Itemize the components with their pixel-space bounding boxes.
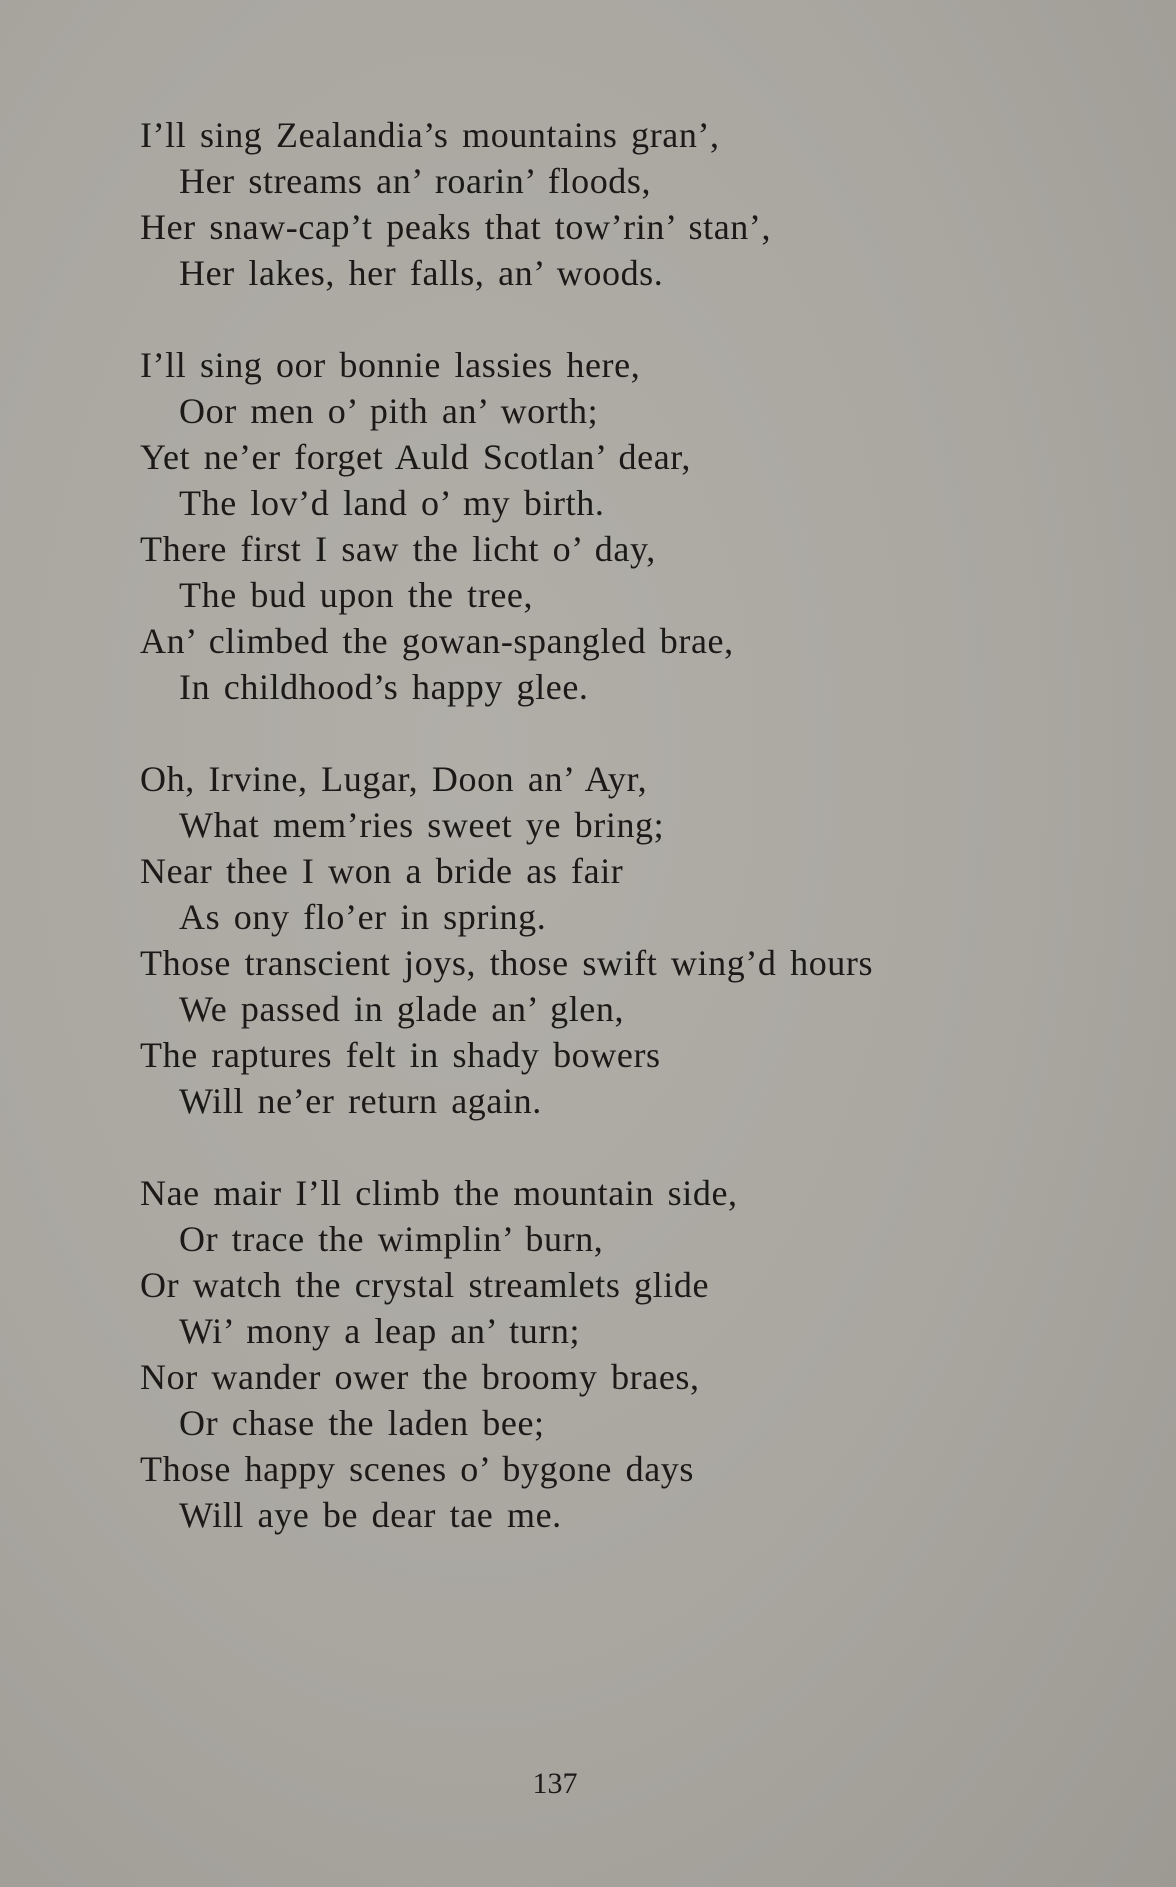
stanza-break xyxy=(140,296,1040,342)
poem-body xyxy=(140,112,1040,1538)
poem-line: The raptures felt in shady bowers xyxy=(140,1035,661,1075)
stanza-3 xyxy=(140,756,1040,1124)
poem-line: Her streams an’ roarin’ floods, xyxy=(179,161,652,201)
page-number: 137 xyxy=(532,1767,578,1800)
poem-line: The lov’d land o’ my birth. xyxy=(179,483,605,523)
poem-line: Nor wander ower the broomy braes, xyxy=(140,1357,700,1397)
poem-line: Or trace the wimplin’ burn, xyxy=(179,1219,604,1259)
poem-line: Will ne’er return again. xyxy=(179,1081,542,1121)
poem-line: Those transcient joys, those swift wing’d hours xyxy=(140,943,874,983)
poem-line: Or chase the laden bee; xyxy=(179,1403,545,1443)
poem-line: We passed in glade an’ glen, xyxy=(179,989,625,1029)
poem-line: An’ climbed the gowan-spangled brae, xyxy=(140,621,734,661)
poem-line: Her snaw-cap’t peaks that tow’rin’ stan’, xyxy=(140,207,772,247)
stanza-break xyxy=(140,1124,1040,1170)
poem-line: Oh, Irvine, Lugar, Doon an’ Ayr, xyxy=(140,759,648,799)
poem-line: Yet ne’er forget Auld Scotlan’ dear, xyxy=(140,437,692,477)
stanza-4 xyxy=(140,1170,1040,1538)
poem-line: Wi’ mony a leap an’ turn; xyxy=(179,1311,581,1351)
poem-line: Oor men o’ pith an’ worth; xyxy=(179,391,599,431)
poem-line: I’ll sing oor bonnie lassies here, xyxy=(140,345,641,385)
poem-line: Those happy scenes o’ bygone days xyxy=(140,1449,694,1489)
poem-line: Will aye be dear tae me. xyxy=(179,1495,562,1535)
poem-line: There first I saw the licht o’ day, xyxy=(140,529,656,569)
stanza-2 xyxy=(140,342,1040,710)
poem-line: Near thee I won a bride as fair xyxy=(140,851,624,891)
poem-line: Her lakes, her falls, an’ woods. xyxy=(179,253,664,293)
poem-line: Nae mair I’ll climb the mountain side, xyxy=(140,1173,738,1213)
stanza-1 xyxy=(140,112,1040,296)
poem-line: In childhood’s happy glee. xyxy=(179,667,589,707)
poem-line: What mem’ries sweet ye bring; xyxy=(179,805,665,845)
poem-line: The bud upon the tree, xyxy=(179,575,534,615)
poem-line: Or watch the crystal streamlets glide xyxy=(140,1265,710,1305)
poem-line: As ony flo’er in spring. xyxy=(179,897,547,937)
poem-line: I’ll sing Zealandia’s mountains gran’, xyxy=(140,115,720,155)
stanza-break xyxy=(140,710,1040,756)
